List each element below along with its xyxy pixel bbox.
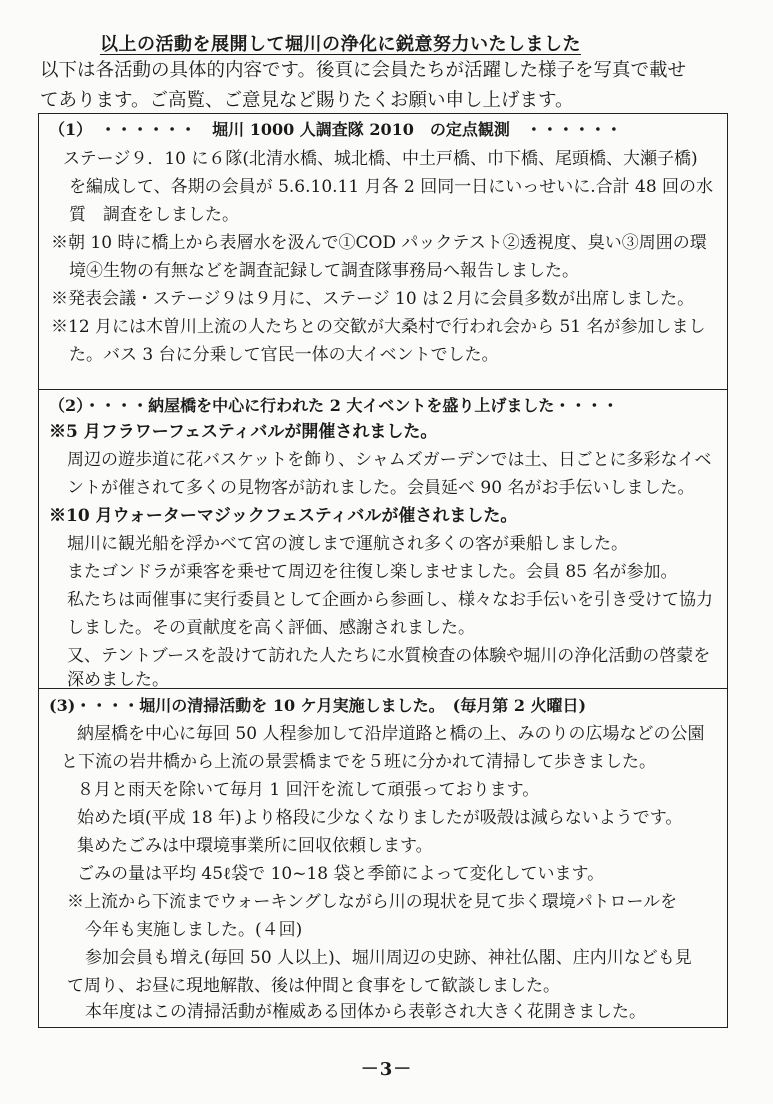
section-2-line: 又、テントブースを設けて訪れた人たちに水質検査の体験や堀川の浄化活動の啓蒙を [67,646,711,666]
section-2-line: 私たちは両催事に実行委員として企画から参画し、様々なお手伝いを引き受けて協力 [67,590,713,610]
page-number: －3－ [360,1059,413,1080]
section-3-line: ※上流から下流までウォーキングしながら川の現状を見て歩く環境パトロールを [67,892,678,912]
intro-line: てあります。ご高覧、ご意見など賜りたくお願い申し上げます。 [40,90,574,111]
section-3-line: 集めたごみは中環境事業所に回収依頼します。 [77,836,433,856]
section-3-line: 始めた頃(平成 18 年)より格段に少なくなりましたが吸殻は減らないようです。 [77,808,683,828]
section-3-line: ごみの量は平均 45ℓ袋で 10~18 袋と季節によって変化しています。 [77,864,605,884]
section-3-line: と下流の岩井橋から上流の景雲橋までを５班に分かれて清掃して歩きました。 [61,752,656,772]
section-2-header: （2）・・・・納屋橋を中心に行われた 2 大イベントを盛り上げました・・・・ [49,396,619,415]
section-1-box [38,113,728,390]
section-3-line: 本年度はこの清掃活動が権威ある団体から表彰され大きく花開きました。 [85,1002,646,1022]
section-3-header: (3)・・・・堀川の清掃活動を 10 ケ月実施しました。 (毎月第 2 火曜日) [49,696,587,715]
page-title: 以上の活動を展開して堀川の浄化に鋭意努力いたしました [100,34,581,55]
section-1-line: 質 調査をしました。 [69,205,239,225]
section-1-line: た。バス 3 台に分乗して官民一体の大イベントでした。 [69,345,499,365]
section-1-line: ※朝 10 時に橋上から表層水を汲んで①COD パックテスト②透視度、臭い③周囲の環 [51,233,707,253]
section-3-box [38,688,728,1028]
section-1-line: ステージ９．10 に６隊(北清水橋、城北橋、中土戸橋、巾下橋、尾頭橋、大瀬子橋) [63,149,698,169]
section-2-line: 周辺の遊歩道に花バスケットを飾り、シャムズガーデンでは土、日ごとに多彩なイベ [67,450,712,470]
section-2-subheading: ※5 月フラワーフェスティバルが開催されました。 [49,422,438,442]
section-1-line: 境④生物の有無などを調査記録して調査隊事務局へ報告しました。 [69,261,579,281]
section-2-subheading: ※10 月ウォーターマジックフェスティバルが催されました。 [49,506,518,526]
section-1-line: ※発表会議・ステージ９は９月に、ステージ 10 は２月に会員多数が出席しました。 [51,289,695,309]
section-2-line: 堀川に観光船を浮かべて宮の渡しまで運航され多くの客が乗船しました。 [67,534,628,554]
intro-line: 以下は各活動の具体的内容です。後頁に会員たちが活躍した様子を写真で載せ [40,60,687,81]
section-3-line: 参加会員も増え(毎回 50 人以上)、堀川周辺の史跡、神社仏閣、庄内川なども見 [85,948,692,968]
section-2-line: またゴンドラが乗客を乗せて周辺を往復し楽しませました。会員 85 名が参加。 [67,562,678,582]
section-2-line: しました。その貢献度を高く評価、感謝されました。 [67,618,475,638]
section-3-line: ８月と雨天を除いて毎月 1 回汗を流して頑張っております。 [77,780,540,800]
section-2-line: 深めました。 [67,670,169,690]
section-3-line: 納屋橋を中心に毎回 50 人程参加して沿岸道路と橋の上、みのりの広場などの公園 [77,724,705,744]
section-1-line: を編成して、各期の会員が 5.6.10.11 月各 2 回同一日にいっせいに.合計 48 回の水 [69,177,714,197]
section-2-line: ントが催されて多くの見物客が訪れました。会員延べ 90 名がお手伝いしました。 [67,478,695,498]
section-3-line: 今年も実施しました。(４回) [85,920,303,940]
section-3-line: て周り、お昼に現地解散、後は仲間と食事をして歓談しました。 [67,976,560,996]
section-1-line: ※12 月には木曽川上流の人たちとの交歓が大桑村で行われ会から 51 名が参加しまし [51,317,706,337]
intro-paragraph [40,56,730,116]
section-2-box [38,389,728,689]
section-1-header: （1） ・・・・・・ 堀川 1000 人調査隊 2010 の定点観測 ・・・・・・ [49,120,622,139]
